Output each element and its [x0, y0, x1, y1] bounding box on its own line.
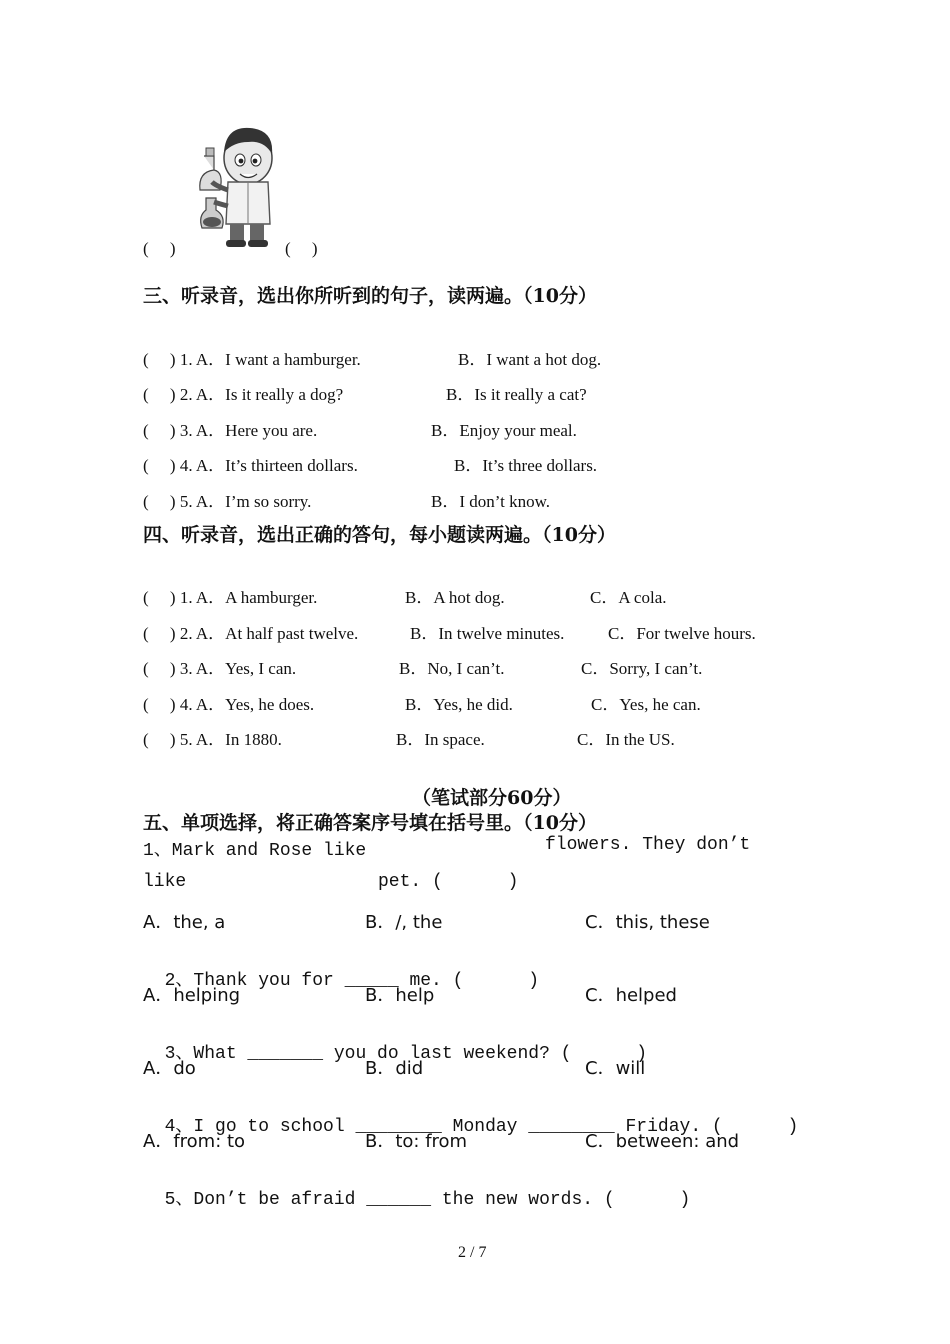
answer-paren-left[interactable]: ( ) [143, 239, 176, 258]
s4-q1-option-c: C．A cola. [590, 588, 667, 607]
s5-q4-mid: Monday [441, 1117, 529, 1137]
s5-q4-option-a: A．from: to [143, 1131, 246, 1152]
section5-title: 五、单项选择，将正确答案序号填在括号里。（10分） [143, 812, 597, 834]
s3-q3-option-a: ( ) 3. A．Here you are. [143, 421, 318, 440]
s4-q4-option-a: ( ) 4. A．Yes, he does. [143, 695, 315, 714]
s4-q5-option-b: B．In space. [396, 730, 485, 749]
s5-q1-text-part3: like [143, 872, 187, 892]
s5-q1-option-c: C．this, these [585, 912, 710, 933]
s3-q4-option-b: B．It’s three dollars. [454, 456, 598, 475]
section4-title: 四、听录音，选出正确的答句，每小题读两遍。（10分） [143, 524, 616, 546]
s5-q5-blank[interactable]: ______ [366, 1190, 432, 1210]
s5-q2-option-b: B．help [365, 985, 435, 1006]
s5-q4-blank2[interactable]: ________ [528, 1117, 615, 1137]
s5-q1-option-b: B．/, the [365, 912, 443, 933]
s4-q3-option-c: C．Sorry, I can’t. [581, 659, 703, 678]
s5-q1-text-part4: pet. ( ) [378, 872, 519, 892]
s5-q3-option-a: A．do [143, 1058, 196, 1079]
s4-q4-option-b: B．Yes, he did. [405, 695, 513, 714]
s3-q2-option-b: B．Is it really a cat? [446, 385, 587, 404]
s4-q3-option-b: B．No, I can’t. [399, 659, 505, 678]
s4-q4-option-c: C．Yes, he can. [591, 695, 701, 714]
s5-q4-option-b: B．to: from [365, 1131, 468, 1152]
s5-q3-pre: 3、What [164, 1044, 248, 1064]
s4-q5-option-c: C．In the US. [577, 730, 675, 749]
s4-q1-option-a: ( ) 1. A．A hamburger. [143, 588, 318, 607]
s5-q3-post: you do last weekend? ( ) [323, 1044, 648, 1064]
page-number: 2 / 7 [458, 1244, 487, 1261]
s5-q2-blank[interactable]: _____ [344, 971, 399, 991]
s5-q4-post: Friday. ( ) [614, 1117, 799, 1137]
s5-q4-option-c: C．between: and [585, 1131, 740, 1152]
s5-q2-option-c: C．helped [585, 985, 677, 1006]
s5-q1-text-part2: flowers. They don’t [545, 835, 751, 855]
s3-q2-option-a: ( ) 2. A．Is it really a dog? [143, 385, 344, 404]
s4-q1-option-b: B．A hot dog. [405, 588, 505, 607]
answer-paren-right[interactable]: ( ) [285, 239, 318, 258]
section3-title: 三、听录音，选出你所听到的句子，读两遍。（10分） [143, 285, 597, 307]
s5-q2-pre: 2、Thank you for [164, 971, 345, 991]
s3-q3-option-b: B．Enjoy your meal. [431, 421, 577, 440]
s5-q1-option-a: A．the, a [143, 912, 226, 933]
s5-q5-post: the new words. ( ) [431, 1190, 691, 1210]
s4-q2-option-b: B．In twelve minutes. [410, 624, 565, 643]
s5-q3-blank[interactable]: _______ [247, 1044, 324, 1064]
s4-q5-option-a: ( ) 5. A．In 1880. [143, 730, 282, 749]
s5-q3-option-c: C．will [585, 1058, 646, 1079]
s3-q4-option-a: ( ) 4. A．It’s thirteen dollars. [143, 456, 358, 475]
s5-q2-option-a: A．helping [143, 985, 241, 1006]
s3-q1-option-a: ( ) 1. A．I want a hamburger. [143, 350, 361, 369]
written-part-heading: （笔试部分60分） [412, 787, 572, 809]
s5-q5-pre: 5、Don’t be afraid [164, 1190, 367, 1210]
s3-q5-option-b: B．I don’t know. [431, 492, 550, 511]
s4-q3-option-a: ( ) 3. A．Yes, I can. [143, 659, 297, 678]
s3-q5-option-a: ( ) 5. A．I’m so sorry. [143, 492, 312, 511]
s5-q3-option-b: B．did [365, 1058, 424, 1079]
s5-q5-text [143, 1164, 690, 1210]
boy-with-flask-illustration [194, 120, 284, 250]
s3-q1-option-b: B．I want a hot dog. [458, 350, 602, 369]
s4-q2-option-c: C．For twelve hours. [608, 624, 756, 643]
s5-q4-blank1[interactable]: ________ [355, 1117, 442, 1137]
s5-q2-post: me. ( ) [398, 971, 540, 991]
s4-q2-option-a: ( ) 2. A．At half past twelve. [143, 624, 359, 643]
s5-q4-pre: 4、I go to school [164, 1117, 356, 1137]
s5-q1-text-part1: 1、Mark and Rose like [143, 841, 367, 861]
